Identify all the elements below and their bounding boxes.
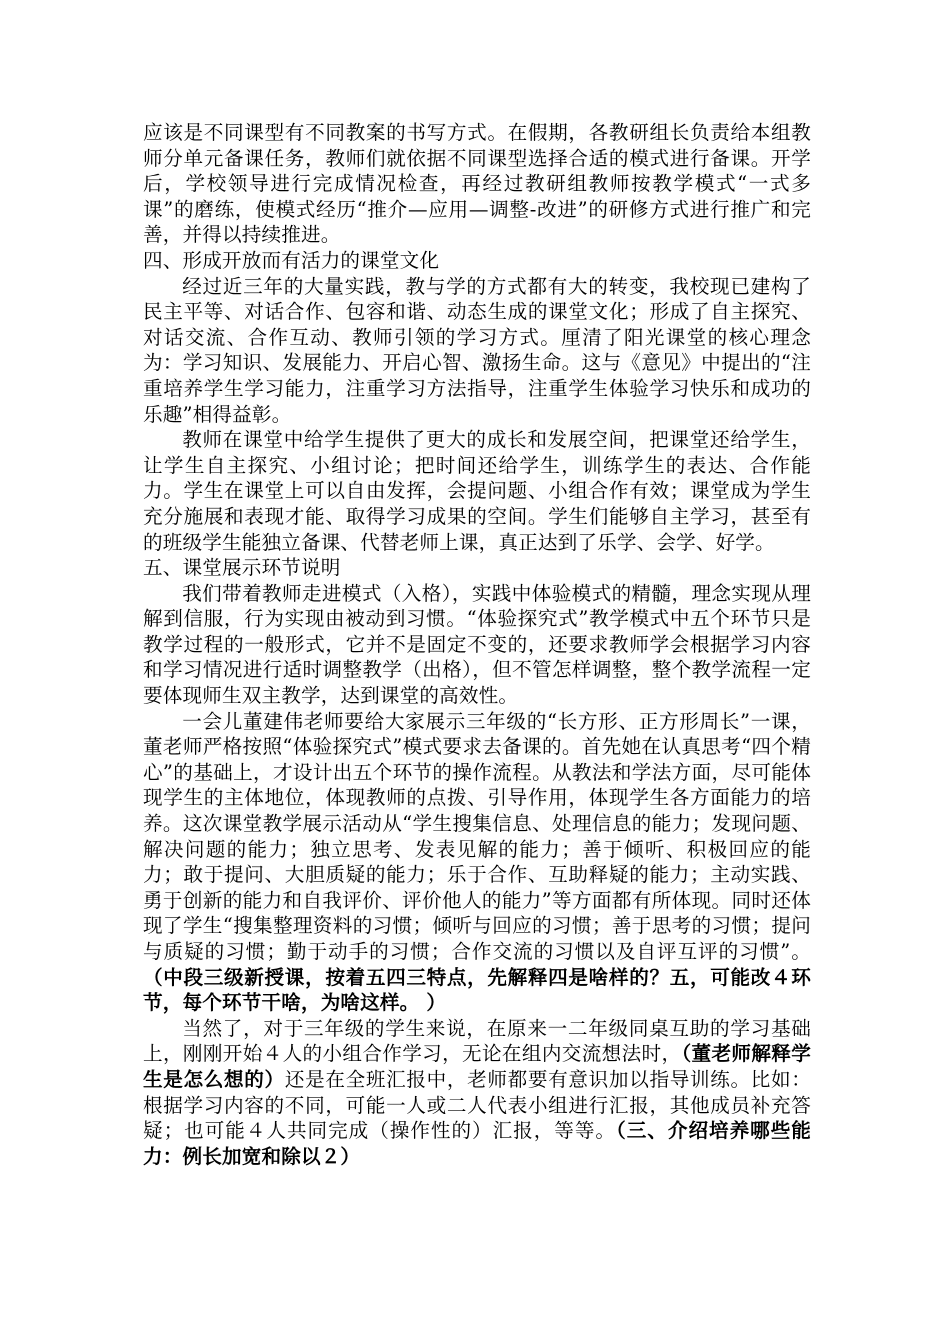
paragraph-growth-space: 教师在课堂中给学生提供了更大的成长和发展空间，把课堂还给学生，让学生自主探究、小组讨论；把时间还给学生，训练学生的表达、合作能力。学生在课堂上可以自由发挥，会提问题、小组合作有效；课堂成为学生充分施展和表现才能、取得学习成果的空间。学生们能够自主学习，甚至有的班级学生能独立备课、代替老师上课，真正达到了乐学、会学、好学。 [143, 428, 811, 554]
demo-lesson-note: （中段三级新授课，按着五四三特点，先解释四是啥样的？五，可能改４环节，每个环节干啥，为啥这样。 ） [143, 965, 811, 1015]
paragraph-lesson-plan-practice: 应该是不同课型有不同教案的书写方式。在假期，各教研组长负责给本组教师分单元备课任务，教师们就依据不同课型选择合适的模式进行备课。开学后，学校领导进行完成情况检查，再经过教研组教师按教学模式“一式多课”的磨练，使模式经历“推介—应用—调整-改进”的研修方式进行推广和完善，并得以持续推进。 [143, 121, 811, 247]
group-cooperation-note-1: （董老师解释学生是怎么想的） [143, 1042, 811, 1091]
document-body [143, 120, 811, 1169]
section-heading-5: 五、课堂展示环节说明 [143, 556, 341, 580]
group-cooperation-note-2: （三、介绍培养哪些能力：例长加宽和除以２） [143, 1119, 812, 1168]
paragraph-group-cooperation [143, 1016, 811, 1170]
section-heading-4: 四、形成开放而有活力的课堂文化 [143, 248, 440, 272]
group-cooperation-text-b: 还是在全班汇报中，老师都要有意识加以指导训练。比如：根据学习内容的不同，可能一人或二人代表小组进行汇报，其他成员补充答疑；也可能４人共同完成（操作性的）汇报，等等。 [143, 1067, 811, 1143]
paragraph-classroom-culture: 经过近三年的大量实践，教与学的方式都有大的转变，我校现已建构了民主平等、对话合作、包容和谐、动态生成的课堂文化；形成了自主探究、对话交流、合作互动、教师引领的学习方式。厘清了阳光课堂的核心理念为：学习知识、发展能力、开启心智、激扬生命。这与《意见》中提出的“注重培养学生学习能力，注重学习方法指导，注重学生体验学习快乐和成功的乐趣”相得益彰。 [143, 274, 811, 426]
paragraph-teaching-model: 我们带着教师走进模式（入格），实践中体验模式的精髓，理念实现从理解到信服，行为实现由被动到习惯。“体验探究式”教学模式中五个环节只是教学过程的一般形式，它并不是固定不变的，还要求教师学会根据学习内容和学习情况进行适时调整教学（出格），但不管怎样调整，整个教学流程一定要体现师生双主教学，达到课堂的高效性。 [143, 581, 811, 708]
group-cooperation-text-a: 当然了，对于三年级的学生来说，在原来一二年级同桌互助的学习基础上，刚刚开始４人的小组合作学习，无论在组内交流想法时， [143, 1016, 811, 1066]
paragraph-demo-lesson [143, 709, 811, 1016]
demo-lesson-text: 一会儿董建伟老师要给大家展示三年级的“长方形、正方形周长”一课，董老师严格按照“体验探究式”模式要求去备课的。首先她在认真思考“四个精心”的基础上，才设计出五个环节的操作流程。从教法和学法方面，尽可能体现学生的主体地位，体现教师的点拨、引导作用，体现学生各方面能力的培养。这次课堂教学展示活动从“学生搜集信息、处理信息的能力；发现问题、解决问题的能力；独立思考、发表见解的能力；善于倾听、积极回应的能力；敢于提问、大胆质疑的能力；乐于合作、互助释疑的能力；主动实践、勇于创新的能力和自我评价、评价他人的能力”等方面都有所体现。同时还体现了学生“搜集整理资料的习惯；倾听与回应的习惯；善于思考的习惯；提问与质疑的习惯；勤于动手的习惯；合作交流的习惯以及自评互评的习惯”。 [143, 709, 811, 963]
